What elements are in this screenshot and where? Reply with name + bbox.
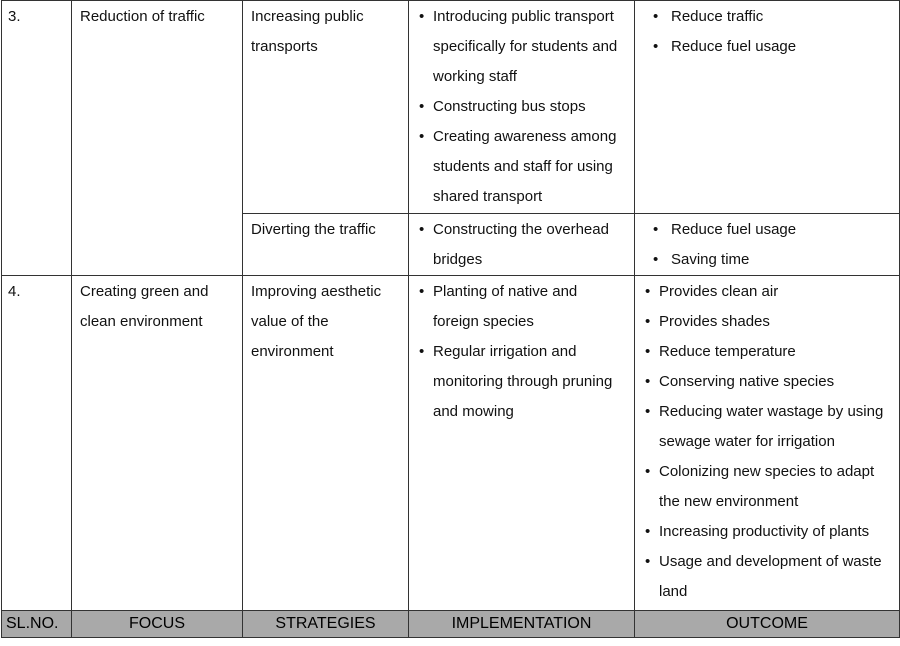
outcome-cell	[635, 276, 900, 611]
list-item: • Colonizing new species to adapt the new environment	[643, 457, 891, 517]
list-item: • Conserving native species	[643, 367, 891, 397]
list-item: • Constructing bus stops	[417, 92, 626, 122]
outcome-list	[643, 2, 891, 62]
outcome-list	[643, 277, 891, 607]
outcome-list	[643, 215, 891, 275]
list-item: • Reduce fuel usage	[643, 215, 891, 245]
header-focus: FOCUS	[72, 611, 243, 638]
strategy-cell: Diverting the traffic	[243, 214, 409, 276]
list-item: • Usage and development of waste land	[643, 547, 891, 607]
list-item: • Increasing productivity of plants	[643, 517, 891, 547]
strategy-cell: Increasing public transports	[243, 1, 409, 214]
list-item: • Provides shades	[643, 307, 891, 337]
list-item: • Reduce temperature	[643, 337, 891, 367]
list-item: • Saving time	[643, 245, 891, 275]
sl-number-cell: 4.	[2, 276, 72, 611]
sl-number-cell: 3.	[2, 1, 72, 276]
list-item: • Reduce fuel usage	[643, 32, 891, 62]
implementation-list	[417, 277, 626, 427]
strategy-table	[1, 0, 900, 638]
implementation-list	[417, 2, 626, 212]
list-item: • Creating awareness among students and staff for using shared transport	[417, 122, 626, 212]
list-item: • Regular irrigation and monitoring through pruning and mowing	[417, 337, 626, 427]
list-item: • Constructing the overhead bridges	[417, 215, 626, 275]
list-item: • Reducing water wastage by using sewage water for irrigation	[643, 397, 891, 457]
list-item: • Reduce traffic	[643, 2, 891, 32]
table-header-row	[2, 611, 900, 638]
strategy-cell: Improving aesthetic value of the environment	[243, 276, 409, 611]
implementation-list	[417, 215, 626, 275]
header-outcome: OUTCOME	[635, 611, 900, 638]
outcome-cell	[635, 214, 900, 276]
header-implementation: IMPLEMENTATION	[409, 611, 635, 638]
focus-cell: Creating green and clean environment	[72, 276, 243, 611]
implementation-cell	[409, 214, 635, 276]
list-item: • Planting of native and foreign species	[417, 277, 626, 337]
outcome-cell	[635, 1, 900, 214]
implementation-cell	[409, 276, 635, 611]
table-row	[2, 276, 900, 611]
list-item: • Provides clean air	[643, 277, 891, 307]
header-strategies: STRATEGIES	[243, 611, 409, 638]
implementation-cell	[409, 1, 635, 214]
list-item: • Introducing public transport specifically for students and working staff	[417, 2, 626, 92]
table-row	[2, 1, 900, 214]
header-sl-no: SL.NO.	[2, 611, 72, 638]
focus-cell: Reduction of traffic	[72, 1, 243, 276]
